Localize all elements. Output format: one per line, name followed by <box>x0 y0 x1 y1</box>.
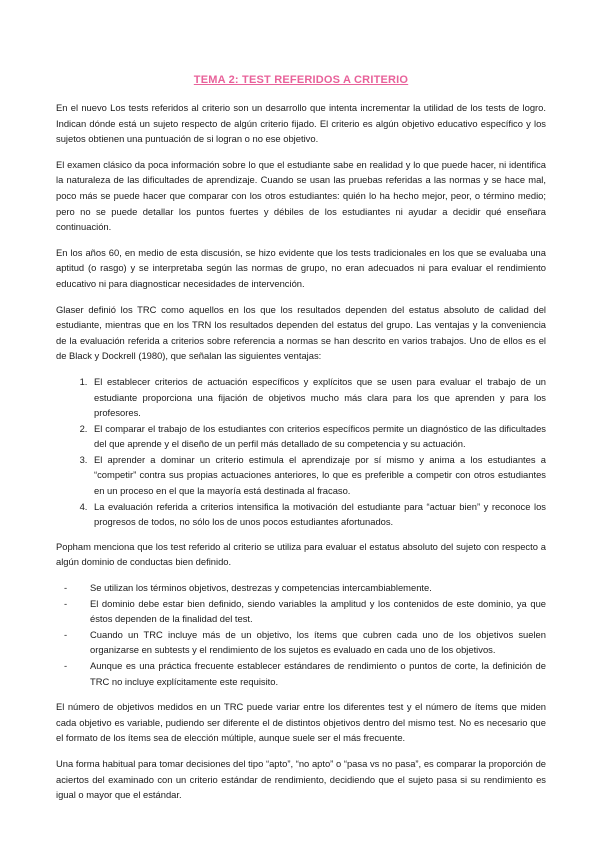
document-title: TEMA 2: TEST REFERIDOS A CRITERIO <box>193 74 409 86</box>
paragraph-decisions: Una forma habitual para tomar decisiones del tipo “apto”, “no apto” o “pasa vs no pasa”, es comparar la proporción de aciertos del examinado con un criterio estándar de rendimiento, decidiendo que el sujeto pasa si su rendimiento es igual o mayor que el estándar. <box>56 757 546 801</box>
paragraph-popham: Popham menciona que los test referido al criterio se utiliza para evaluar el estatus absoluto del sujeto con respecto a algún dominio de conductas bien definido. <box>56 540 546 568</box>
advantage-item: 1. El establecer criterios de actuación específicos y explícitos que se usen para evaluar el trabajo de un estudiante proporciona una fijación de objetivos mucho más clara para los que aprenden y para los profesores. <box>90 374 546 421</box>
paragraph-classic-exam: El examen clásico da poca información sobre lo que el estudiante sabe en realidad y lo que puede hacer, ni identifica la naturaleza de las dificultades de aprendizaje. Cuando se usan las pruebas referidas a las normas y se hace mal, poco más se puede hacer que comparar con los otros estudiantes: quién lo ha hecho mejor, peor, o término medio; pero no se puede detallar los puntos fuertes y débiles de los estudiantes ni ayudar a decidir qué enseñara continuación. <box>56 158 546 233</box>
advantage-item: 2. El comparar el trabajo de los estudiantes con criterios específicos permite un diagnóstico de las dificultades del que aprende y el diseño de un perfil más detallado de su competencia y su actuación. <box>90 421 546 452</box>
paragraph-glaser: Glaser definió los TRC como aquellos en los que los resultados dependen del estatus absoluto de calidad del estudiante, mientras que en los TRN los resultados dependen del estatus del grupo. Las ventajas y la conveniencia de la evaluación referida a criterios sobre referencia a normas se han descrito en varios trabajos. Uno de ellos es el de Black y Dockrell (1980), que señalan las siguientes ventajas: <box>56 303 546 362</box>
popham-point-item: - Cuando un TRC incluye más de un objetivo, los ítems que cubren cada uno de los objetivos suelen organizarse en subtests y el rendimiento de los sujetos es evaluado en cada uno de los objetivos. <box>90 627 546 658</box>
paragraph-objectives-count: El número de objetivos medidos en un TRC puede variar entre los diferentes test y el número de ítems que miden cada objetivo es variable, pudiendo ser diferente el de distintos objetivos dentro del mismo test. No es necesario que el formato de los ítems sea de elección múltiple, aunque suele ser el más frecuente. <box>56 701 546 744</box>
popham-point-item: - Se utilizan los términos objetivos, destrezas y competencias intercambiablemente. <box>90 580 546 596</box>
popham-point-item: - Aunque es una práctica frecuente establecer estándares de rendimiento o puntos de corte, la definición de TRC no incluye explícitamente este requisito. <box>90 658 546 689</box>
popham-point-item: - El dominio debe estar bien definido, siendo variables la amplitud y los contenidos de este dominio, ya que éstos dependen de la finalidad del test. <box>90 596 546 627</box>
popham-points-list <box>56 580 546 689</box>
advantages-list <box>56 374 546 530</box>
advantage-item: 3. El aprender a dominar un criterio estimula el aprendizaje por sí mismo y anima a los estudiantes a “competir” contra sus propias actuaciones anteriores, lo que es preferible a competir con otros estudiantes en un proceso en el que la mayoría está destinada al fracaso. <box>90 452 546 499</box>
advantage-item: 4. La evaluación referida a criterios intensifica la motivación del estudiante para “actuar bien” y reconoce los progresos de todos, no sólo los de unos pocos estudiantes afortunados. <box>90 499 546 530</box>
paragraph-sixties: En los años 60, en medio de esta discusión, se hizo evidente que los tests tradicionales en los que se evaluaba una aptitud (o rasgo) y se interpretaba según las normas de grupo, no eran adecuados ni para evaluar el rendimiento educativo ni para diagnosticar necesidades de intervención. <box>56 246 546 289</box>
paragraph-intro: En el nuevo Los tests referidos al criterio son un desarrollo que intenta incrementar la utilidad de los tests de logro. Indican dónde está un sujeto respecto de algún criterio fijado. El criterio es algún objetivo educativo específico y los sujetos obtienen una puntuación de si logran o no ese objetivo. <box>56 102 546 145</box>
